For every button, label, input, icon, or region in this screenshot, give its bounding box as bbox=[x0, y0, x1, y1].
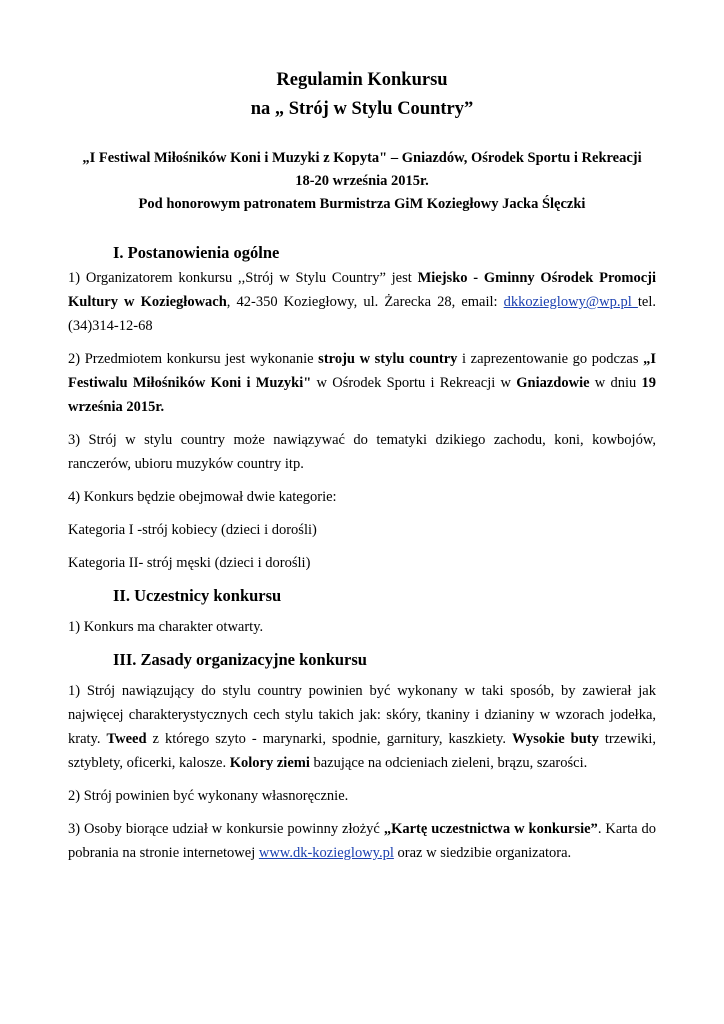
category-2: Kategoria II- strój męski (dzieci i dorośli) bbox=[68, 555, 311, 571]
s1-p2-festival: „I Festiwalu Miłośników Koni i Muzyki" bbox=[68, 351, 656, 391]
s3-p3-card: „Kartę uczestnictwa w konkursie” bbox=[383, 821, 598, 837]
s1-p2-text-e: w Ośrodek Sportu i Rekreacji w bbox=[311, 375, 517, 391]
s1-p2-text-g: w dniu bbox=[589, 375, 642, 391]
s1-p2-text-c: i zaprezentowanie go podczas bbox=[457, 351, 644, 367]
s1-p1-text-a: 1) Organizatorem konkursu ,,Strój w Stylu Country” jest bbox=[68, 270, 418, 286]
s3-p3-text-a: 3) Osoby biorące udział w konkursie powinny złożyć bbox=[68, 821, 384, 837]
title-line-2: na „ Strój w Stylu Country” bbox=[250, 99, 474, 119]
s1-paragraph-1 bbox=[68, 266, 656, 338]
s1-p2-date: 19 września 2015r. bbox=[68, 375, 656, 415]
doc-title bbox=[68, 66, 656, 124]
s1-paragraph-2 bbox=[68, 347, 656, 419]
festival-dates: 18-20 września 2015r. bbox=[295, 173, 429, 189]
s3-paragraph-2: 2) Strój powinien być wykonany własnoręcznie. bbox=[68, 788, 349, 804]
s1-p1-text-c: , 42-350 Koziegłowy, ul. Żarecka 28, email: bbox=[226, 294, 504, 310]
section-3-heading: III. Zasady organizacyjne konkursu bbox=[113, 650, 367, 669]
s3-p1-text-c: z którego szyto - marynarki, spodnie, garnitury, kaszkiety. bbox=[146, 731, 512, 747]
s1-p2-subject: stroju w stylu country bbox=[318, 351, 458, 367]
festival-name: „I Festiwal Miłośników Koni i Muzyki z Kopyta" – Gniazdów, Ośrodek Sportu i Rekreacji bbox=[82, 150, 642, 166]
section-1-heading: I. Postanowienia ogólne bbox=[113, 243, 280, 262]
title-line-1: Regulamin Konkursu bbox=[276, 70, 448, 90]
s3-p1-tweed: Tweed bbox=[106, 731, 147, 747]
s1-paragraph-4: 4) Konkurs będzie obejmował dwie kategorie: bbox=[68, 489, 337, 505]
patronage: Pod honorowym patronatem Burmistrza GiM Koziegłowy Jacka Ślęczki bbox=[138, 196, 586, 212]
s3-paragraph-3 bbox=[68, 817, 656, 865]
category-1: Kategoria I -strój kobiecy (dzieci i dorośli) bbox=[68, 522, 317, 538]
s1-p1-organizer: Miejsko - Gminny Ośrodek Promocji Kultury w Koziegłowach bbox=[68, 270, 657, 310]
s1-p2-text-a: 2) Przedmiotem konkursu jest wykonanie bbox=[68, 351, 319, 367]
s3-p1-colors: Kolory ziemi bbox=[229, 755, 310, 771]
s1-p2-place: Gniazdowie bbox=[516, 375, 590, 391]
s3-p1-boots: Wysokie buty bbox=[512, 731, 599, 747]
s3-p1-text-a: 1) Strój nawiązujący do stylu country powinien być wykonany w taki sposób, by zawierał jak najwięcej charakterystycznych cech stylu takich jak: skóry, tkaniny i dzianiny w wzorach jodełka, kraty. bbox=[68, 683, 656, 747]
s3-p3-text-d: oraz w siedzibie organizatora. bbox=[393, 845, 572, 861]
s3-p1-text-g: bazujące na odcieniach zieleni, brązu, szarości. bbox=[309, 755, 588, 771]
s1-p1-phone: tel. (34)314-12-68 bbox=[68, 294, 657, 334]
festival-info bbox=[68, 147, 656, 216]
s2-paragraph-1: 1) Konkurs ma charakter otwarty. bbox=[68, 619, 264, 635]
s3-p3-text-c: . Karta do pobrania na stronie internetowej bbox=[68, 821, 657, 861]
s3-p1-text-e: trzewiki, sztyblety, oficerki, kalosze. bbox=[68, 731, 657, 771]
website-link[interactable]: www.dk-kozieglowy.pl bbox=[258, 845, 394, 861]
s1-paragraph-3: 3) Strój w stylu country może nawiązywać do tematyki dzikiego zachodu, koni, kowbojów, ranczerów, ubioru muzyków country itp. bbox=[68, 432, 656, 472]
email-link[interactable]: dkkozieglowy@wp.pl bbox=[503, 294, 638, 310]
s3-paragraph-1 bbox=[68, 679, 656, 775]
section-2-heading: II. Uczestnicy konkursu bbox=[113, 586, 282, 605]
